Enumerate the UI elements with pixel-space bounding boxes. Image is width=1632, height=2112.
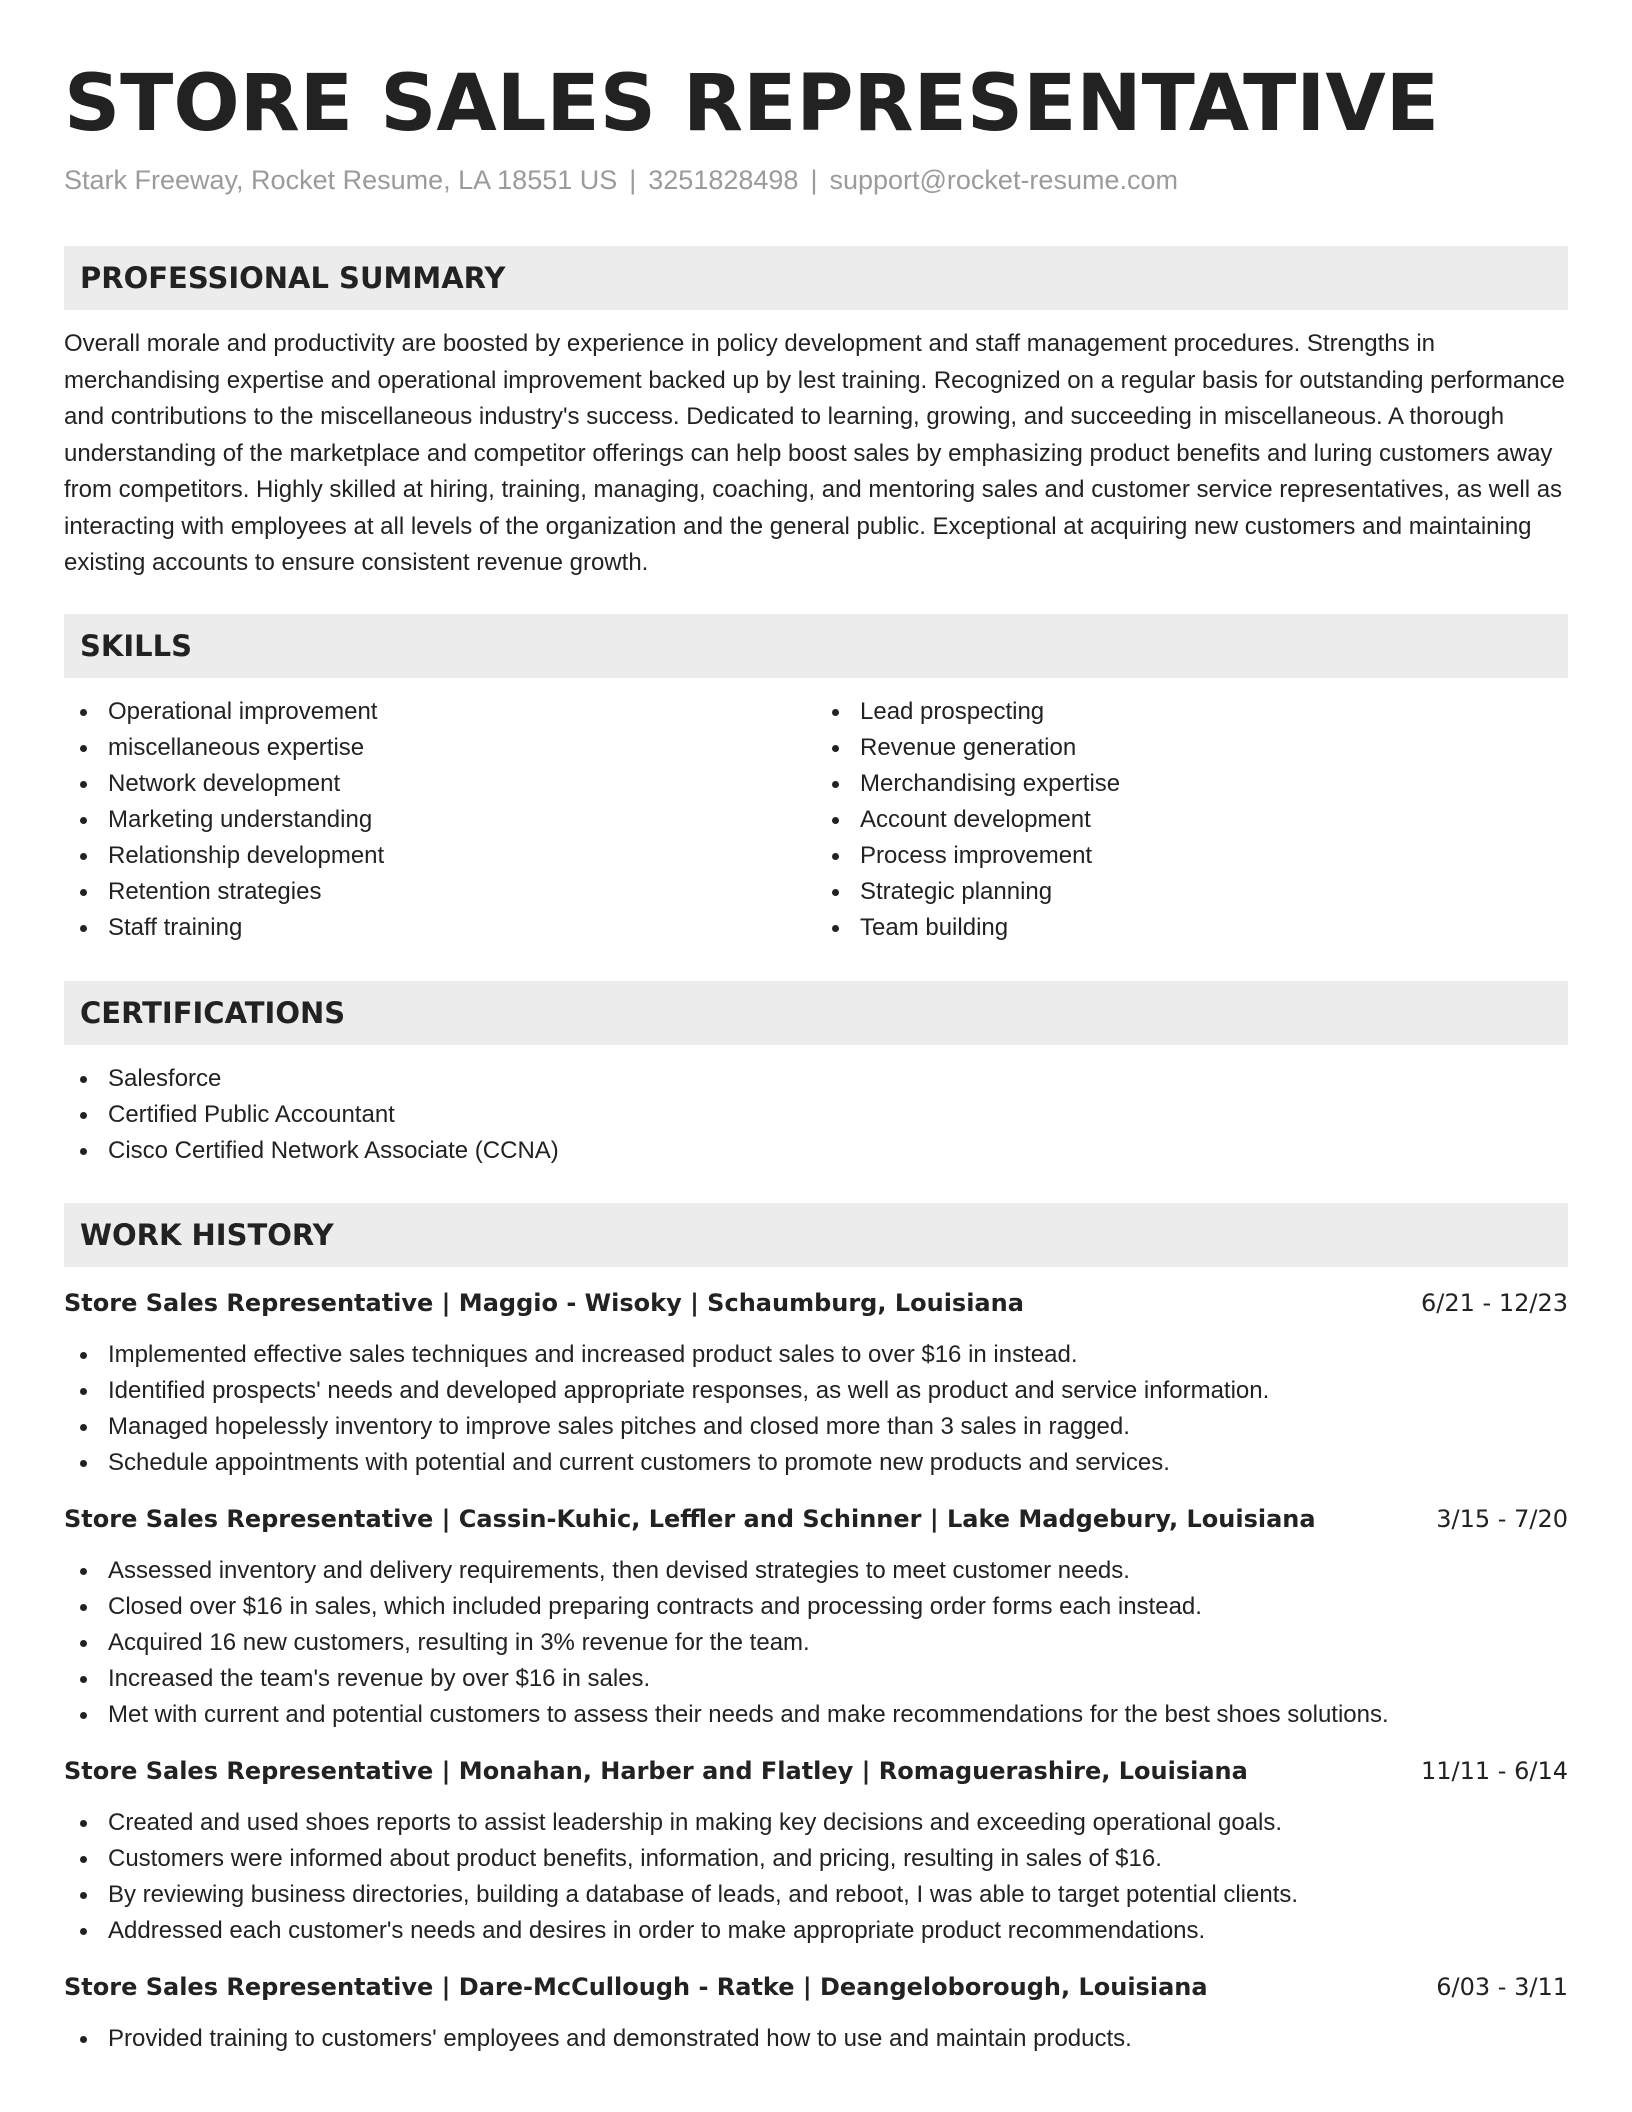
job-bullet: Managed hopelessly inventory to improve sales pitches and closed more than 3 sales in ragged. — [64, 1409, 1568, 1445]
skill-item: Process improvement — [816, 838, 1568, 874]
job-bullet: Created and used shoes reports to assist leadership in making key decisions and exceeding operational goals. — [64, 1805, 1568, 1841]
contact-line — [64, 162, 1568, 198]
job-title-row — [64, 1753, 1568, 1789]
skill-item: Lead prospecting — [816, 694, 1568, 730]
job-bullets — [64, 1337, 1568, 1481]
skill-item: Revenue generation — [816, 730, 1568, 766]
job-title: Store Sales Representative | Dare-McCullough - Ratke | Deangeloborough, Louisiana — [64, 1972, 1208, 2001]
skill-item: Team building — [816, 910, 1568, 946]
certification-item: Salesforce — [64, 1061, 1568, 1097]
resume-name: STORE SALES REPRESENTATIVE — [64, 59, 1439, 149]
skills-list — [64, 694, 1568, 946]
skill-item: Account development — [816, 802, 1568, 838]
certification-item: Certified Public Accountant — [64, 1097, 1568, 1133]
job-bullet: Acquired 16 new customers, resulting in 3% revenue for the team. — [64, 1625, 1568, 1661]
job-dates: 6/03 - 3/11 — [1436, 1972, 1568, 2001]
job-title: Store Sales Representative | Maggio - Wisoky | Schaumburg, Louisiana — [64, 1288, 1024, 1317]
skill-item: Staff training — [64, 910, 816, 946]
job-title: Store Sales Representative | Cassin-Kuhic, Leffler and Schinner | Lake Madgebury, Louisiana — [64, 1504, 1316, 1533]
job-bullets — [64, 1553, 1568, 1733]
job-dates: 11/11 - 6/14 — [1421, 1756, 1568, 1785]
skills-column-left — [64, 694, 816, 946]
job-entry — [64, 1285, 1568, 1481]
skill-item: miscellaneous expertise — [64, 730, 816, 766]
job-bullet: Implemented effective sales techniques and increased product sales to over $16 in instead. — [64, 1337, 1568, 1373]
skill-item: Network development — [64, 766, 816, 802]
job-entry — [64, 1969, 1568, 2057]
summary-text: Overall morale and productivity are boosted by experience in policy development and staff management procedures. Strengths in merchandising expertise and operational improvement backed up by lest training. Recognized on a regular basis for outstanding performance and contributions to the miscellaneous industry's success. Dedicated to learning, growing, and succeeding in miscellaneous. A thorough understanding of the marketplace and competitor offerings can help boost sales by emphasizing product benefits and luring customers away from competitors. Highly skilled at hiring, training, managing, coaching, and mentoring sales and customer service representatives, as well as interacting with employees at all levels of the organization and the general public. Exceptional at acquiring new customers and maintaining existing accounts to ensure consistent revenue growth. — [64, 330, 1565, 576]
skill-item: Retention strategies — [64, 874, 816, 910]
job-entry — [64, 1501, 1568, 1733]
job-entry — [64, 1753, 1568, 1949]
job-bullet: Schedule appointments with potential and current customers to promote new products and services. — [64, 1445, 1568, 1481]
section-header-certifications: CERTIFICATIONS — [64, 981, 1568, 1045]
job-bullet: Met with current and potential customers to assess their needs and make recommendations for the best shoes solutions. — [64, 1697, 1568, 1733]
job-title-row — [64, 1285, 1568, 1321]
certification-item: Cisco Certified Network Associate (CCNA) — [64, 1133, 1568, 1169]
job-bullet: Identified prospects' needs and developed appropriate responses, as well as product and service information. — [64, 1373, 1568, 1409]
skill-item: Marketing understanding — [64, 802, 816, 838]
job-bullet: Assessed inventory and delivery requirements, then devised strategies to meet customer needs. — [64, 1553, 1568, 1589]
section-header-work-history: WORK HISTORY — [64, 1203, 1568, 1267]
job-bullet: Addressed each customer's needs and desires in order to make appropriate product recommendations. — [64, 1913, 1568, 1949]
job-bullet: Closed over $16 in sales, which included preparing contracts and processing order forms each instead. — [64, 1589, 1568, 1625]
job-dates: 3/15 - 7/20 — [1436, 1504, 1568, 1533]
skill-item: Operational improvement — [64, 694, 816, 730]
section-header-summary: PROFESSIONAL SUMMARY — [64, 246, 1568, 310]
section-header-skills: SKILLS — [64, 614, 1568, 678]
job-dates: 6/21 - 12/23 — [1421, 1288, 1568, 1317]
job-title-row — [64, 1969, 1568, 2005]
skill-item: Relationship development — [64, 838, 816, 874]
job-title: Store Sales Representative | Monahan, Harber and Flatley | Romaguerashire, Louisiana — [64, 1756, 1248, 1785]
skill-item: Merchandising expertise — [816, 766, 1568, 802]
job-title-row — [64, 1501, 1568, 1537]
contact-separator: | — [629, 165, 637, 195]
job-bullet: By reviewing business directories, building a database of leads, and reboot, I was able to target potential clients. — [64, 1877, 1568, 1913]
job-bullet: Customers were informed about product benefits, information, and pricing, resulting in sales of $16. — [64, 1841, 1568, 1877]
job-bullets — [64, 1805, 1568, 1949]
skills-column-right — [816, 694, 1568, 946]
contact-separator: | — [810, 165, 818, 195]
contact-address: Stark Freeway, Rocket Resume, LA 18551 US — [64, 165, 618, 195]
certifications-list — [64, 1061, 1568, 1169]
contact-email: support@rocket-resume.com — [829, 165, 1178, 195]
skill-item: Strategic planning — [816, 874, 1568, 910]
job-bullet: Provided training to customers' employees and demonstrated how to use and maintain products. — [64, 2021, 1568, 2057]
job-bullet: Increased the team's revenue by over $16 in sales. — [64, 1661, 1568, 1697]
job-bullets — [64, 2021, 1568, 2057]
contact-phone: 3251828498 — [648, 165, 799, 195]
